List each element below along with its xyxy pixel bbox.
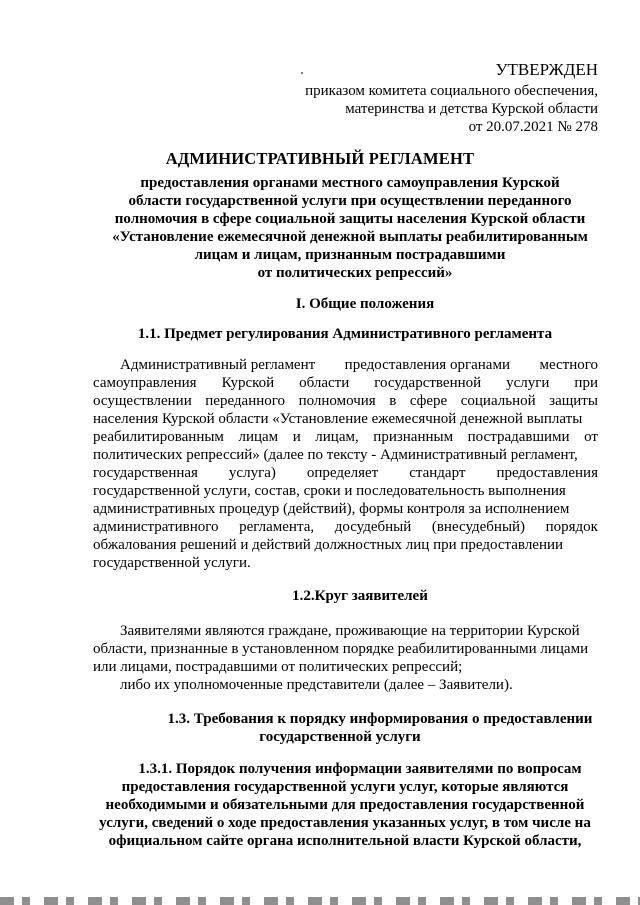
word: при: [574, 375, 598, 391]
title-line-3: полномочия в сфере социальной защиты населения Курской области: [114, 211, 586, 227]
paragraph-1-1-line-1: [120, 356, 598, 374]
subsection-1-2-heading: 1.2.Круг заявителей: [292, 588, 428, 604]
word: досудебный: [334, 519, 412, 535]
word: порядок: [545, 519, 598, 535]
word: пострадавшими: [467, 429, 570, 445]
paragraph-1-1-line-2: [93, 374, 598, 392]
section-heading: I. Общие положения: [295, 296, 435, 312]
scan-speck: [301, 72, 303, 74]
paragraph-1-2-line-1: Заявителями являются граждане, проживающие на территории Курской: [120, 623, 580, 639]
paragraph-1-2-line-4: либо их уполномоченные представители (далее – Заявители).: [120, 677, 513, 693]
paragraph-1-1-line-9: административных процедур (действий), формы контроля за исполнением: [93, 501, 570, 517]
subsection-1-3-heading-line-1: 1.3. Требования к порядку информирования о предоставлении: [167, 711, 593, 727]
word: (внесудебный): [431, 519, 526, 535]
paragraph-1-2-line-3: или лицами, пострадавшими от политических репрессий;: [93, 659, 463, 675]
title-line-6: от политических репрессий»: [257, 265, 453, 281]
word: услуги: [506, 375, 550, 391]
paragraph-1-1-line-12: государственной услуги.: [93, 555, 251, 571]
word: осуществлении: [93, 393, 192, 409]
subsection-1-3-1-line-3: необходимыми и обязательными для предоставления государственной: [105, 797, 585, 813]
word: самоуправления: [93, 375, 197, 391]
word: государственной: [374, 375, 482, 391]
subsection-1-1-heading: 1.1. Предмет регулирования Административного регламента: [137, 326, 553, 342]
word: Административный регламент: [120, 357, 316, 373]
approval-line-2: материнства и детства Курской области: [345, 101, 598, 117]
paragraph-1-1-line-6: политических репрессий» (далее по тексту - Административный регламент,: [93, 447, 578, 463]
approval-heading: УТВЕРЖДЕН: [495, 60, 598, 79]
word: административного: [93, 519, 219, 535]
word: реабилитированным: [93, 429, 224, 445]
paragraph-1-1-line-5: [93, 428, 598, 446]
title-line-5: лицам и лицам, признанным пострадавшими: [194, 247, 506, 263]
paragraph-1-1-line-8: государственной услуги, состав, сроки и последовательность выполнения: [93, 483, 566, 499]
paragraph-1-1-line-7: [93, 464, 598, 482]
word: от: [584, 429, 598, 445]
document-title: АДМИНИСТРАТИВНЫЙ РЕГЛАМЕНТ: [165, 149, 475, 168]
subsection-1-3-1-line-4: услуги, сведений о ходе предоставления указанных услуг, в том числе на: [99, 815, 591, 831]
word: услуга): [228, 465, 276, 481]
word: сфере: [409, 393, 448, 409]
title-line-4: «Установление ежемесячной денежной выплаты реабилитированным: [112, 229, 588, 245]
word: стандарт: [409, 465, 466, 481]
word: в: [389, 393, 397, 409]
word: полномочия: [298, 393, 376, 409]
word: предоставления органами: [344, 357, 510, 373]
subsection-1-3-1-line-5: официальном сайте органа исполнительной власти Курской области,: [108, 833, 582, 849]
word: Курской: [221, 375, 275, 391]
word: переданного: [205, 393, 286, 409]
subsection-1-3-1-line-2: предоставления государственной услуги услуг, которые являются: [121, 779, 569, 795]
word: и: [292, 429, 301, 445]
approval-line-3: от 20.07.2021 № 278: [468, 119, 598, 135]
word: регламента,: [239, 519, 315, 535]
word: местного: [539, 357, 598, 373]
word: государственная: [93, 465, 198, 481]
word: области: [299, 375, 350, 391]
word: защиты: [549, 393, 598, 409]
word: лицам,: [315, 429, 359, 445]
paragraph-1-1-line-11: обжалования решений и действий должностных лиц при предоставлении: [93, 537, 564, 553]
title-line-1: предоставления органами местного самоуправления Курской: [140, 175, 560, 191]
word: признанным: [373, 429, 454, 445]
paragraph-1-1-line-10: [93, 518, 598, 536]
word: социальной: [460, 393, 536, 409]
paragraph-1-2-line-2: области, признанные в установленном порядке реабилитированными лицами: [93, 641, 589, 657]
word: определяет: [306, 465, 379, 481]
title-line-2: области государственной услуги при осуществлении переданного: [128, 193, 572, 209]
paragraph-1-1-line-4: населения Курской области «Установление ежемесячной денежной выплаты: [93, 411, 583, 427]
subsection-1-3-1-line-1: 1.3.1. Порядок получения информации заявителями по вопросам: [138, 761, 582, 777]
approval-line-1: приказом комитета социального обеспечения,: [305, 83, 598, 99]
subsection-1-3-heading-line-2: государственной услуги: [259, 729, 421, 745]
paragraph-1-1-line-3: [93, 392, 598, 410]
word: лицам: [238, 429, 279, 445]
scan-bottom-edge: [0, 897, 640, 905]
word: предоставления: [496, 465, 598, 481]
